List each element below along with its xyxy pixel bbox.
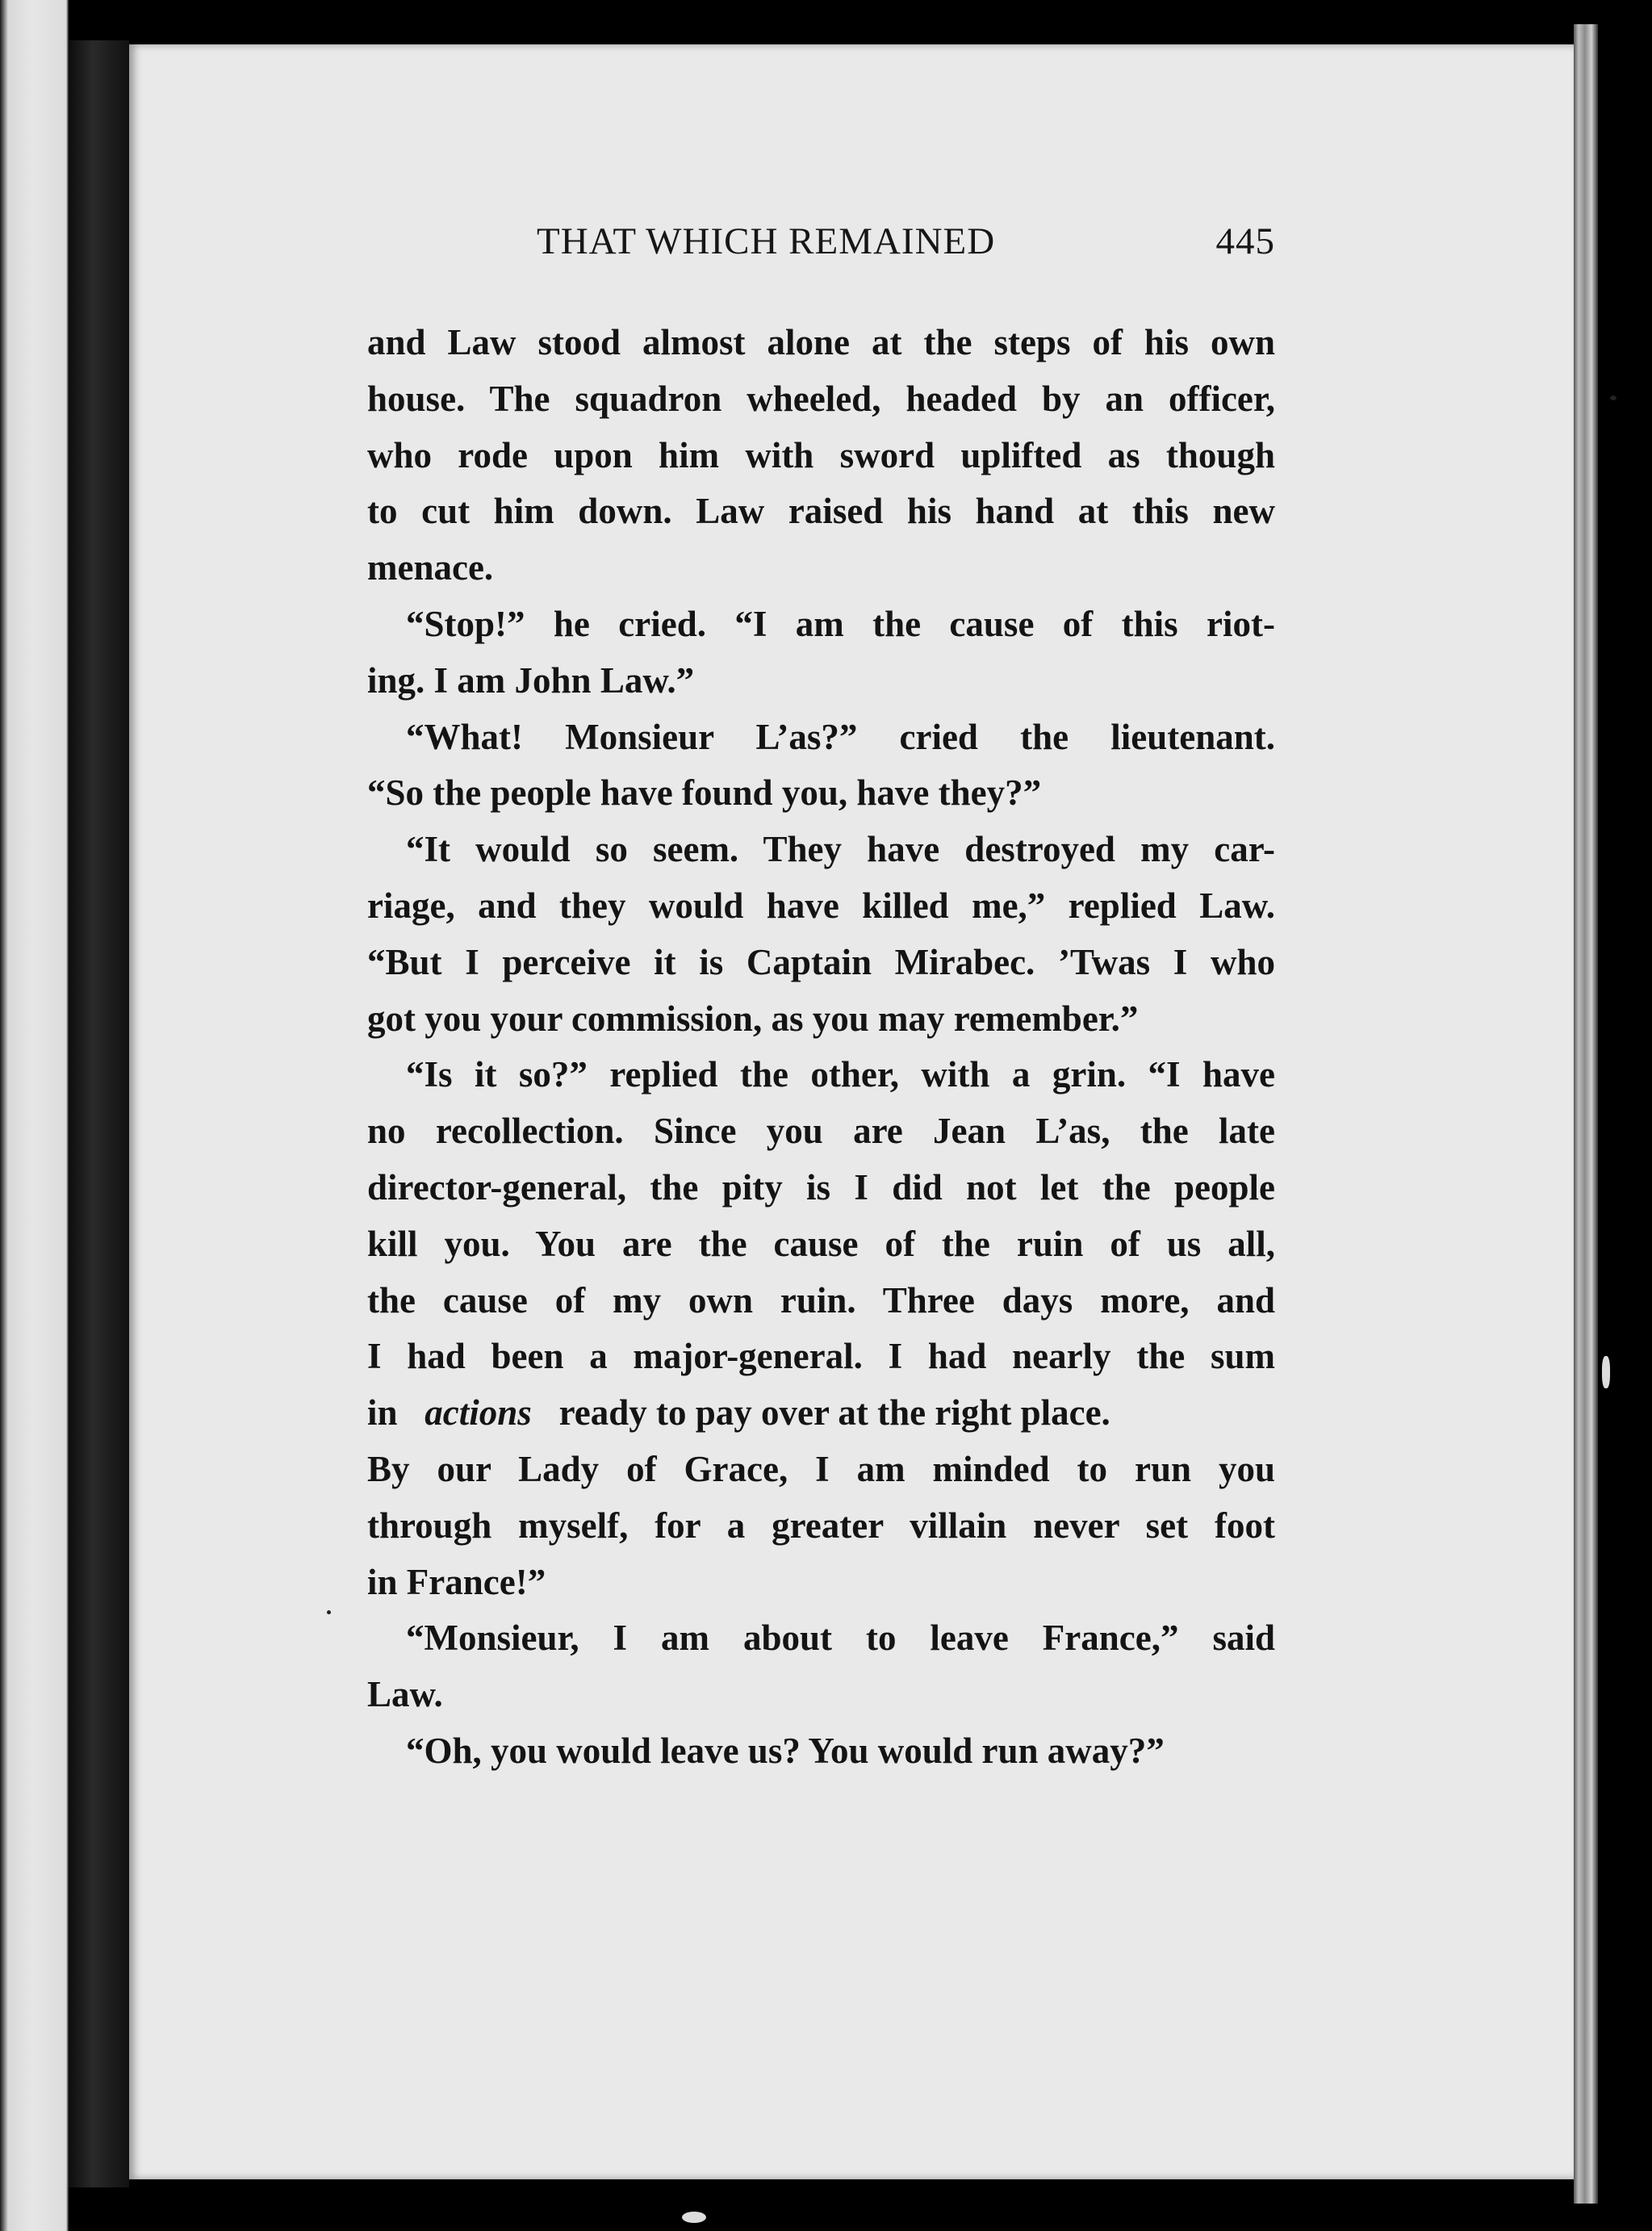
text-line-with-italic <box>367 1385 1275 1442</box>
text-line: kill you. You are the cause of the ruin of us all, <box>367 1223 1275 1264</box>
facing-page-edge <box>0 0 69 2231</box>
text-fragment: in <box>367 1392 398 1434</box>
text-line: menace. <box>367 547 494 588</box>
text-line: “Oh, you would leave us? You would run away?” <box>406 1730 1165 1771</box>
text-line: Law. <box>367 1674 443 1715</box>
book-gutter <box>69 40 129 2187</box>
text-line: “Stop!” he cried. “I am the cause of this riot- <box>406 603 1275 644</box>
page-fore-edge <box>1574 24 1598 2204</box>
text-line: I had been a major-general. I had nearly the sum <box>367 1336 1275 1377</box>
text-line: the cause of my own ruin. Three days more, and <box>367 1279 1275 1321</box>
page-body <box>367 315 1275 1780</box>
text-line: to cut him down. Law raised his hand at this new <box>367 491 1275 532</box>
text-line: “It would so seem. They have destroyed my car- <box>406 829 1275 870</box>
text-line: director-general, the pity is I did not let the people <box>367 1166 1275 1208</box>
text-line: riage, and they would have killed me,” replied Law. <box>367 885 1275 926</box>
text-line: “Monsieur, I am about to leave France,” said <box>406 1618 1275 1659</box>
scan-speck <box>1610 396 1616 400</box>
text-line: By our Lady of Grace, I am minded to run you <box>367 1448 1275 1489</box>
text-line: no recollection. Since you are Jean L’as, the late <box>367 1111 1275 1152</box>
text-line: got you your commission, as you may remember.” <box>367 998 1139 1039</box>
page-number: 445 <box>1215 220 1275 262</box>
running-title: THAT WHICH REMAINED <box>537 220 996 262</box>
text-line: “So the people have found you, have they?” <box>367 772 1042 814</box>
text-line: and Law stood almost alone at the steps of his own <box>367 322 1275 362</box>
text-line: who rode upon him with sword uplifted as though <box>367 434 1275 475</box>
running-head <box>537 220 1275 276</box>
text-line: “What! Monsieur L’as?” cried the lieutenant. <box>406 716 1275 757</box>
scan-speck <box>682 2212 706 2223</box>
text-line: “But I perceive it is Captain Mirabec. ’Twas I who <box>367 941 1275 982</box>
text-line: through myself, for a greater villain never set foot <box>367 1505 1275 1546</box>
text-line: in France!” <box>367 1561 546 1602</box>
text-fragment: ready to pay over at the right place. <box>558 1392 1110 1434</box>
scan-speck <box>1602 1356 1610 1388</box>
scan-speck <box>327 1610 331 1614</box>
text-line: “Is it so?” replied the other, with a grin. “I have <box>406 1054 1275 1095</box>
text-line: house. The squadron wheeled, headed by an officer, <box>367 378 1275 419</box>
italic-word: actions <box>425 1392 532 1434</box>
text-line: ing. I am John Law.” <box>367 659 695 701</box>
